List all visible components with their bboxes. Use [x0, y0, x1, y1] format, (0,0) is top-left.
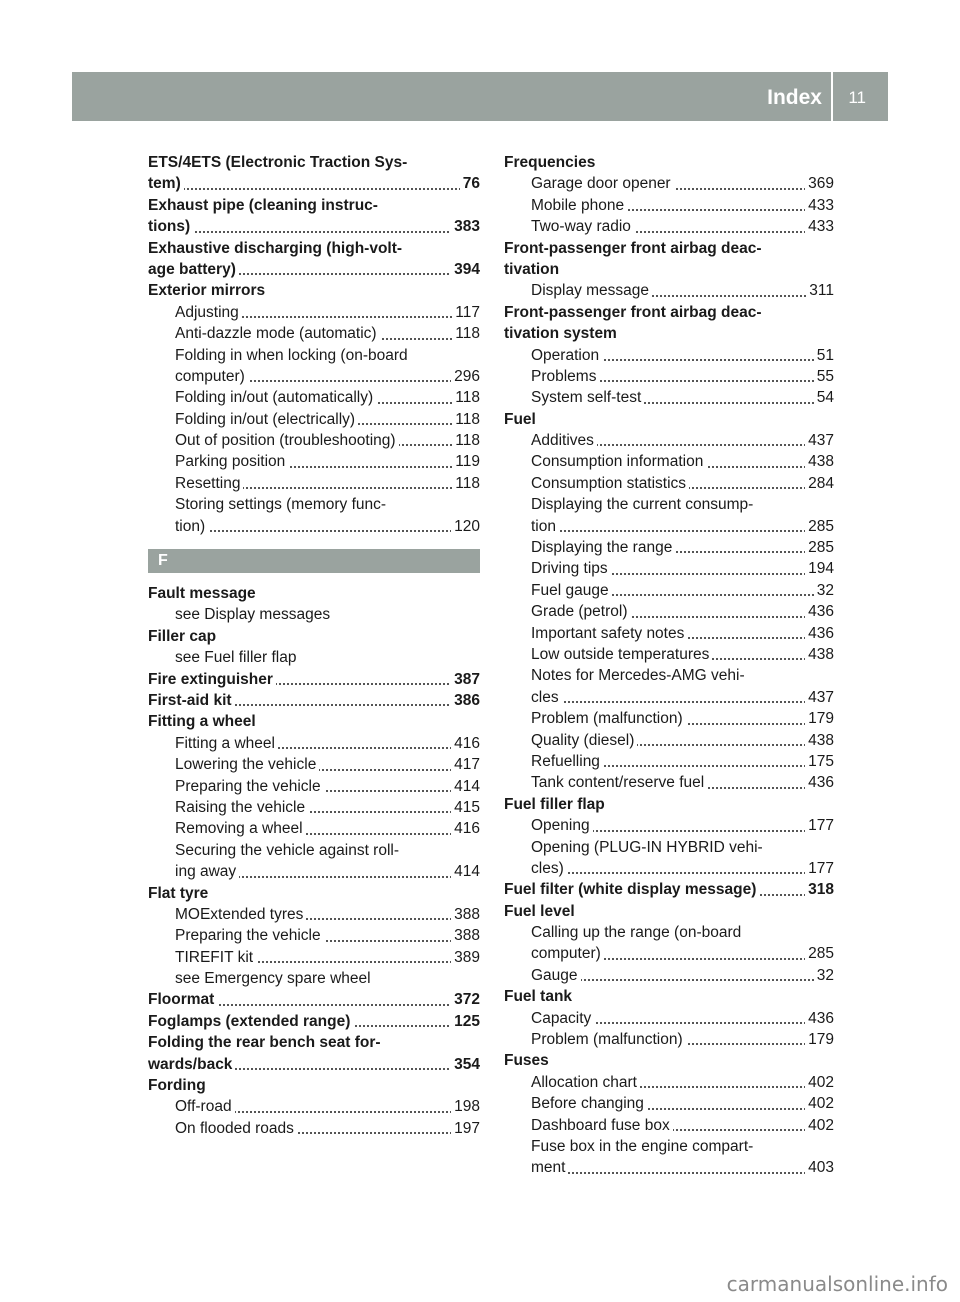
- entry-text: Securing the vehicle against roll-: [175, 842, 402, 859]
- index-subentry[interactable]: [504, 644, 834, 665]
- entry-text: ment: [531, 1159, 568, 1176]
- entry-page-number[interactable]: 414: [451, 861, 480, 882]
- entry-page-number[interactable]: 403: [805, 1157, 834, 1178]
- entry-text: Consumption information: [531, 453, 706, 470]
- entry-text: Preparing the vehicle: [175, 927, 324, 944]
- entry-text: Foglamps (extended range): [148, 1013, 353, 1030]
- index-entry: [504, 986, 834, 1007]
- index-entry: [148, 883, 480, 904]
- entry-text: computer): [531, 945, 604, 962]
- entry-page-number[interactable]: 175: [805, 751, 834, 772]
- index-subentry[interactable]: [148, 323, 480, 344]
- index-subentry: [504, 665, 834, 686]
- entry-page-number[interactable]: 32: [814, 965, 834, 986]
- entry-text: Fuel gauge: [531, 582, 612, 599]
- entry-page-number[interactable]: 118: [452, 430, 480, 451]
- entry-page-number[interactable]: 318: [805, 879, 834, 900]
- index-subentry[interactable]: [504, 708, 834, 729]
- entry-text: Exterior mirrors: [148, 282, 268, 299]
- index-subentry[interactable]: [148, 818, 480, 839]
- entry-page-number[interactable]: 117: [452, 302, 480, 323]
- index-entry: [148, 152, 480, 173]
- entry-text: Dashboard fuse box: [531, 1117, 673, 1134]
- entry-text: Grade (petrol): [531, 603, 630, 620]
- index-entry: [504, 1050, 834, 1071]
- index-entry[interactable]: [148, 690, 480, 711]
- entry-text: Resetting: [175, 475, 243, 492]
- index-column-left: [148, 152, 480, 1139]
- entry-text: Anti-dazzle mode (automatic): [175, 325, 380, 342]
- entry-page-number[interactable]: 417: [451, 754, 480, 775]
- index-subentry[interactable]: [148, 904, 480, 925]
- entry-page-number[interactable]: 394: [451, 259, 480, 280]
- entry-text: Raising the vehicle: [175, 799, 308, 816]
- entry-text: Opening (PLUG-IN HYBRID vehi-: [531, 839, 766, 856]
- entry-text: ing away: [175, 863, 239, 880]
- index-subentry[interactable]: [148, 754, 480, 775]
- entry-text: Floormat: [148, 991, 217, 1008]
- index-entry: [504, 901, 834, 922]
- entry-text: tivation system: [504, 325, 620, 342]
- entry-page-number[interactable]: 194: [805, 558, 834, 579]
- entry-text: tion): [175, 518, 208, 535]
- index-entry: [504, 302, 834, 323]
- index-entry: [504, 323, 834, 344]
- section-title: Index: [767, 86, 822, 109]
- entry-text: Tank content/reserve fuel: [531, 774, 707, 791]
- entry-text: Fitting a wheel: [148, 713, 259, 730]
- entry-page-number[interactable]: 388: [451, 925, 480, 946]
- entry-page-number[interactable]: 402: [805, 1072, 834, 1093]
- entry-text: Notes for Mercedes-AMG vehi-: [531, 667, 748, 684]
- index-subentry[interactable]: [148, 451, 480, 472]
- entry-text: age battery): [148, 261, 239, 278]
- entry-page-number[interactable]: 389: [451, 947, 480, 968]
- entry-page-number[interactable]: 436: [805, 772, 834, 793]
- entry-page-number[interactable]: 369: [805, 173, 834, 194]
- entry-page-number[interactable]: 55: [814, 366, 834, 387]
- entry-page-number[interactable]: 120: [451, 516, 480, 537]
- index-subentry[interactable]: [504, 687, 834, 708]
- entry-text: Driving tips: [531, 560, 611, 577]
- entry-page-number[interactable]: 198: [451, 1096, 480, 1117]
- section-letter-band: F: [148, 549, 480, 573]
- entry-page-number[interactable]: 125: [451, 1011, 480, 1032]
- index-subentry[interactable]: [148, 409, 480, 430]
- index-subentry: [148, 647, 480, 668]
- entry-text: Calling up the range (on-board: [531, 924, 744, 941]
- index-subentry[interactable]: [148, 366, 480, 387]
- entry-text: Exhaust pipe (cleaning instruc-: [148, 197, 381, 214]
- index-subentry[interactable]: [504, 815, 834, 836]
- index-subentry[interactable]: [504, 345, 834, 366]
- entry-page-number[interactable]: 416: [451, 733, 480, 754]
- entry-page-number[interactable]: 388: [451, 904, 480, 925]
- entry-page-number[interactable]: 285: [805, 537, 834, 558]
- index-subentry[interactable]: [504, 1029, 834, 1050]
- entry-page-number[interactable]: 372: [451, 989, 480, 1010]
- index-subentry[interactable]: [504, 730, 834, 751]
- entry-page-number[interactable]: 433: [805, 195, 834, 216]
- entry-text: Additives: [531, 432, 597, 449]
- entry-text: Fuel level: [504, 903, 578, 920]
- index-entry: [148, 238, 480, 259]
- entry-text: see Display messages: [175, 606, 333, 623]
- entry-text: Displaying the current consump-: [531, 496, 756, 513]
- index-subentry[interactable]: [504, 1115, 834, 1136]
- index-subentry[interactable]: [504, 601, 834, 622]
- entry-page-number[interactable]: 402: [805, 1093, 834, 1114]
- index-subentry[interactable]: [504, 280, 834, 301]
- index-subentry[interactable]: [148, 776, 480, 797]
- entry-text: System self-test: [531, 389, 644, 406]
- entry-page-number[interactable]: 179: [805, 1029, 834, 1050]
- entry-page-number[interactable]: 387: [451, 669, 480, 690]
- entry-text: Fire extinguisher: [148, 671, 276, 688]
- index-entry: [148, 711, 480, 732]
- entry-page-number[interactable]: 415: [451, 797, 480, 818]
- entry-text: Flat tyre: [148, 885, 211, 902]
- index-subentry: [148, 604, 480, 625]
- entry-text: Capacity: [531, 1010, 594, 1027]
- entry-text: ETS/4ETS (Electronic Traction Sys-: [148, 154, 410, 171]
- index-entry[interactable]: [148, 1054, 480, 1075]
- index-entry[interactable]: [148, 989, 480, 1010]
- entry-text: Adjusting: [175, 304, 242, 321]
- index-subentry: [504, 1136, 834, 1157]
- index-subentry: [148, 840, 480, 861]
- entry-text: Display message: [531, 282, 652, 299]
- entry-text: wards/back: [148, 1056, 235, 1073]
- entry-page-number[interactable]: 414: [451, 776, 480, 797]
- entry-text: Fault message: [148, 585, 259, 602]
- entry-page-number[interactable]: 76: [460, 173, 480, 194]
- entry-page-number[interactable]: 438: [805, 730, 834, 751]
- entry-text: Two-way radio: [531, 218, 634, 235]
- index-subentry[interactable]: [148, 1118, 480, 1139]
- entry-text: Fuel filler flap: [504, 796, 608, 813]
- index-subentry[interactable]: [504, 216, 834, 237]
- entry-page-number[interactable]: 54: [814, 387, 834, 408]
- index-subentry: [148, 345, 480, 366]
- entry-text: cles: [531, 689, 562, 706]
- entry-text: Consumption statistics: [531, 475, 689, 492]
- entry-text: see Emergency spare wheel: [175, 970, 374, 987]
- entry-text: Parking position: [175, 453, 288, 470]
- entry-text: Folding the rear bench seat for-: [148, 1034, 384, 1051]
- entry-page-number[interactable]: 118: [452, 323, 480, 344]
- entry-text: Front-passenger front airbag deac-: [504, 240, 765, 257]
- index-entry: [504, 794, 834, 815]
- index-subentry[interactable]: [504, 965, 834, 986]
- entry-page-number[interactable]: 438: [805, 451, 834, 472]
- page-number: 11: [848, 88, 866, 107]
- entry-text: Allocation chart: [531, 1074, 640, 1091]
- index-subentry[interactable]: [504, 1072, 834, 1093]
- entry-text: Operation: [531, 347, 602, 364]
- entry-text: Exhaustive discharging (high-volt-: [148, 240, 405, 257]
- index-subentry[interactable]: [148, 1096, 480, 1117]
- index-column-right: [504, 152, 834, 1179]
- entry-page-number[interactable]: 354: [451, 1054, 480, 1075]
- entry-text: Filler cap: [148, 628, 219, 645]
- entry-text: Front-passenger front airbag deac-: [504, 304, 765, 321]
- index-entry[interactable]: [148, 669, 480, 690]
- entry-page-number[interactable]: 119: [452, 451, 480, 472]
- entry-text: Preparing the vehicle: [175, 778, 324, 795]
- entry-page-number[interactable]: 386: [451, 690, 480, 711]
- header-divider: [831, 72, 833, 121]
- index-subentry[interactable]: [504, 516, 834, 537]
- index-entry: [504, 238, 834, 259]
- index-subentry[interactable]: [148, 861, 480, 882]
- index-subentry[interactable]: [148, 925, 480, 946]
- entry-text: Fuses: [504, 1052, 552, 1069]
- index-subentry[interactable]: [148, 387, 480, 408]
- index-entry[interactable]: [148, 173, 480, 194]
- index-subentry[interactable]: [504, 430, 834, 451]
- entry-page-number[interactable]: 436: [805, 601, 834, 622]
- entry-text: On flooded roads: [175, 1120, 297, 1137]
- index-entry: [148, 1075, 480, 1096]
- entry-text: tivation: [504, 261, 562, 278]
- index-subentry[interactable]: [504, 173, 834, 194]
- entry-page-number[interactable]: 285: [805, 516, 834, 537]
- entry-page-number[interactable]: 416: [451, 818, 480, 839]
- entry-text: Refuelling: [531, 753, 603, 770]
- entry-page-number[interactable]: 197: [451, 1118, 480, 1139]
- entry-page-number[interactable]: 177: [805, 858, 834, 879]
- entry-text: Important safety notes: [531, 625, 687, 642]
- entry-page-number[interactable]: 383: [451, 216, 480, 237]
- entry-text: MOExtended tyres: [175, 906, 306, 923]
- index-subentry[interactable]: [504, 387, 834, 408]
- entry-page-number[interactable]: 433: [805, 216, 834, 237]
- entry-text: Fuel tank: [504, 988, 575, 1005]
- entry-text: see Fuel filler flap: [175, 649, 299, 666]
- entry-text: Before changing: [531, 1095, 647, 1112]
- entry-text: First-aid kit: [148, 692, 235, 709]
- index-subentry[interactable]: [504, 858, 834, 879]
- entry-page-number[interactable]: 402: [805, 1115, 834, 1136]
- entry-page-number[interactable]: 284: [805, 473, 834, 494]
- index-subentry[interactable]: [504, 623, 834, 644]
- index-subentry[interactable]: [504, 751, 834, 772]
- entry-text: Folding in/out (automatically): [175, 389, 376, 406]
- entry-page-number[interactable]: 311: [806, 280, 834, 301]
- index-subentry[interactable]: [504, 473, 834, 494]
- entry-text: tion: [531, 518, 559, 535]
- entry-text: Problem (malfunction): [531, 710, 686, 727]
- entry-text: TIREFIT kit: [175, 949, 256, 966]
- index-subentry[interactable]: [504, 580, 834, 601]
- entry-text: tions): [148, 218, 193, 235]
- entry-text: Removing a wheel: [175, 820, 306, 837]
- index-entry: [148, 626, 480, 647]
- watermark: carmanualsonline.info: [726, 1272, 948, 1296]
- index-subentry[interactable]: [504, 558, 834, 579]
- index-subentry[interactable]: [148, 797, 480, 818]
- entry-page-number[interactable]: 438: [805, 644, 834, 665]
- entry-page-number[interactable]: 118: [452, 409, 480, 430]
- entry-text: Lowering the vehicle: [175, 756, 319, 773]
- index-subentry[interactable]: [504, 1093, 834, 1114]
- entry-text: Displaying the range: [531, 539, 675, 556]
- index-subentry: [504, 494, 834, 515]
- entry-text: Folding in when locking (on-board: [175, 347, 411, 364]
- index-subentry[interactable]: [148, 302, 480, 323]
- entry-text: Folding in/out (electrically): [175, 411, 358, 428]
- index-subentry[interactable]: [504, 1008, 834, 1029]
- index-entry: [504, 259, 834, 280]
- index-subentry[interactable]: [504, 195, 834, 216]
- entry-text: Out of position (troubleshooting): [175, 432, 399, 449]
- index-subentry[interactable]: [148, 516, 480, 537]
- index-subentry[interactable]: [504, 943, 834, 964]
- index-subentry[interactable]: [148, 473, 480, 494]
- index-entry: [504, 409, 834, 430]
- index-entry: [504, 152, 834, 173]
- entry-page-number[interactable]: 51: [814, 345, 834, 366]
- index-entry[interactable]: [504, 879, 834, 900]
- entry-text: computer): [175, 368, 248, 385]
- index-entry: [148, 195, 480, 216]
- index-subentry[interactable]: [504, 772, 834, 793]
- entry-page-number[interactable]: 436: [805, 623, 834, 644]
- entry-text: Fuel: [504, 411, 539, 428]
- entry-page-number[interactable]: 118: [452, 473, 480, 494]
- index-subentry[interactable]: [504, 451, 834, 472]
- entry-text: Quality (diesel): [531, 732, 637, 749]
- entry-text: cles): [531, 860, 567, 877]
- entry-page-number[interactable]: 285: [805, 943, 834, 964]
- entry-text: Low outside temperatures: [531, 646, 712, 663]
- entry-text: Fording: [148, 1077, 209, 1094]
- entry-text: Problems: [531, 368, 599, 385]
- index-subentry: [504, 922, 834, 943]
- index-entry: [148, 583, 480, 604]
- index-entry[interactable]: [148, 216, 480, 237]
- entry-page-number[interactable]: 32: [814, 580, 834, 601]
- index-entry[interactable]: [148, 259, 480, 280]
- entry-page-number[interactable]: 436: [805, 1008, 834, 1029]
- index-subentry[interactable]: [504, 1157, 834, 1178]
- index-subentry: [504, 837, 834, 858]
- index-subentry[interactable]: [148, 947, 480, 968]
- index-subentry: [148, 968, 480, 989]
- index-subentry[interactable]: [148, 430, 480, 451]
- index-entry[interactable]: [148, 1011, 480, 1032]
- entry-text: Fitting a wheel: [175, 735, 278, 752]
- entry-text: Opening: [531, 817, 593, 834]
- entry-text: Frequencies: [504, 154, 598, 171]
- entry-text: Off-road: [175, 1098, 235, 1115]
- entry-page-number[interactable]: 118: [452, 387, 480, 408]
- entry-text: Garage door opener: [531, 175, 674, 192]
- index-subentry: [148, 494, 480, 515]
- entry-page-number[interactable]: 437: [805, 430, 834, 451]
- entry-text: Problem (malfunction): [531, 1031, 686, 1048]
- entry-text: Storing settings (memory func-: [175, 496, 389, 513]
- index-subentry[interactable]: [148, 733, 480, 754]
- entry-text: tem): [148, 175, 184, 192]
- entry-text: Gauge: [531, 967, 581, 984]
- index-subentry[interactable]: [504, 537, 834, 558]
- entry-page-number[interactable]: 296: [451, 366, 480, 387]
- entry-text: Mobile phone: [531, 197, 627, 214]
- index-entry: [148, 1032, 480, 1053]
- entry-text: Fuel filter (white display message): [504, 881, 759, 898]
- header-bar: [72, 72, 888, 121]
- index-entry: [148, 280, 480, 301]
- entry-page-number[interactable]: 437: [805, 687, 834, 708]
- entry-page-number[interactable]: 177: [805, 815, 834, 836]
- entry-page-number[interactable]: 179: [805, 708, 834, 729]
- entry-text: Fuse box in the engine compart-: [531, 1138, 756, 1155]
- index-subentry[interactable]: [504, 366, 834, 387]
